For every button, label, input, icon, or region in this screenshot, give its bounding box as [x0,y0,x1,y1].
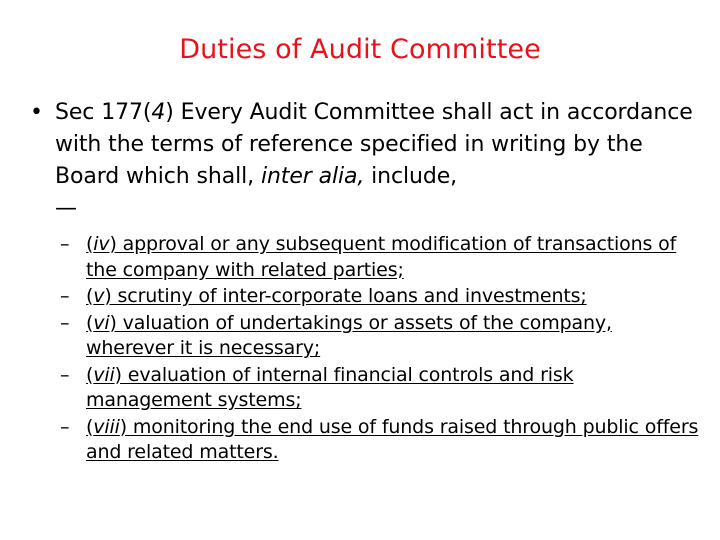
clause-text: ) approval or any subsequent modification of transactions of the company with related parties; [86,233,677,281]
open-paren: ( [86,285,94,307]
clause-text: ) evaluation of internal financial controls and risk management systems; [86,363,574,411]
sub-bullet-text [86,233,676,281]
section-number: 4 [151,100,166,125]
open-paren: ( [86,363,94,386]
sub-bullet-dash: – [60,285,70,307]
sub-bullet-text [86,285,587,307]
main-bullet-body: ) Every Audit Committee shall act in accordance with the terms of reference specified in writing by the Board which shall, [55,100,693,189]
clause-text: ) valuation of undertakings or assets of the company, wherever it is necessary; [86,311,612,359]
open-paren: ( [86,233,94,255]
sub-bullet-item [60,363,700,414]
main-bullet-text [55,97,700,225]
main-bullet [30,97,700,225]
sub-bullet-item [60,415,700,466]
clause-text: ) monitoring the end use of funds raised through public offers and related matters. [86,415,699,463]
sub-bullet-dash: – [60,311,70,334]
section-prefix: Sec 177( [55,100,152,125]
sub-bullet-text [86,416,698,464]
open-paren: ( [86,415,94,438]
sub-bullet-list [60,232,700,467]
inter-alia: inter alia, [260,164,365,189]
roman-numeral: vii [93,363,115,386]
sub-bullet-text [86,364,574,412]
roman-numeral: vi [93,311,110,334]
sub-bullet-text [86,312,612,360]
main-bullet-suffix: include, [364,164,458,189]
sub-bullet-item [60,284,700,310]
open-paren: ( [86,311,94,334]
roman-numeral: v [93,285,105,307]
roman-numeral: viii [93,415,120,438]
roman-numeral: iv [93,233,110,255]
sub-bullet-dash: – [60,415,70,438]
bullet-dot: • [30,100,43,125]
sub-bullet-dash: – [60,233,70,255]
sub-bullet-item [60,232,700,283]
clause-text: ) scrutiny of inter-corporate loans and investments; [104,285,587,307]
sub-bullet-item [60,311,700,362]
sub-bullet-dash: – [60,363,70,386]
slide-title: Duties of Audit Committee [179,34,541,65]
em-dash: — [55,196,77,221]
